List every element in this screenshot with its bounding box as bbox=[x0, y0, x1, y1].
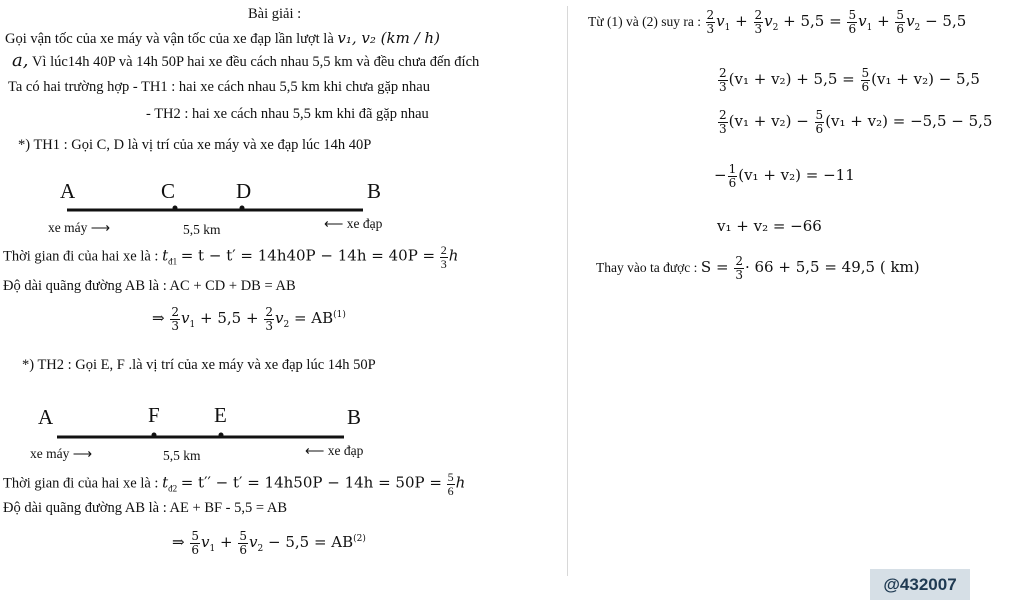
substitution-pre: S = bbox=[700, 258, 729, 277]
frac-den: 6 bbox=[815, 121, 824, 136]
motorbike-label: xe máy ⟶ bbox=[48, 220, 111, 235]
frac-num: 2 bbox=[440, 243, 447, 257]
row-mid: + 5,5 = bbox=[783, 12, 842, 31]
var-v: v bbox=[181, 309, 190, 328]
row-pre: − bbox=[714, 166, 727, 185]
frac-num: 2 bbox=[719, 66, 727, 80]
row-tail: (v₁ + v₂) = −5,5 − 5,5 bbox=[825, 112, 993, 131]
var-v: v bbox=[201, 533, 210, 552]
eq-mid: + bbox=[220, 533, 233, 552]
var-sub: 1 bbox=[189, 320, 196, 331]
frac-num: 2 bbox=[754, 8, 763, 22]
row-tail: (v₁ + v₂) − 5,5 bbox=[871, 70, 980, 89]
time-two-fraction bbox=[447, 471, 455, 497]
right-row-three bbox=[717, 109, 992, 135]
equation-two bbox=[172, 530, 366, 556]
cases-intro: Ta có hai trường hợp - TH1 : hai xe cách nhau 5,5 km khi chưa gặp nhau bbox=[8, 79, 430, 95]
time-two-line bbox=[3, 471, 465, 497]
row-tail: − 5,5 bbox=[925, 12, 967, 31]
watermark-badge: @432007 bbox=[870, 569, 970, 600]
row-mid: (v₁ + v₂) + 5,5 = bbox=[728, 70, 855, 89]
var-sub: 2 bbox=[257, 544, 264, 555]
distance-label: 5,5 km bbox=[163, 448, 201, 463]
frac-den: 3 bbox=[735, 267, 743, 282]
var-sub: 2 bbox=[283, 320, 290, 331]
length-two: Độ dài quãng đường AB là : AE + BF - 5,5 = AB bbox=[3, 500, 288, 516]
frac-den: 3 bbox=[706, 21, 715, 36]
point-a: A bbox=[38, 405, 54, 429]
frac-num: 5 bbox=[861, 66, 870, 80]
case-two: - TH2 : hai xe cách nhau 5,5 km khi đã gặp nhau bbox=[146, 106, 429, 122]
eq-label: (2) bbox=[353, 534, 366, 545]
eq-rhs: = AB bbox=[293, 309, 334, 328]
frac-num: 5 bbox=[896, 8, 905, 22]
var-v: v bbox=[249, 533, 258, 552]
right-row-four bbox=[714, 163, 855, 189]
column-divider bbox=[567, 6, 568, 576]
bicycle-label: ⟵ xe đạp bbox=[305, 443, 364, 458]
eq-mid: + 5,5 + bbox=[200, 309, 259, 328]
frac-den: 6 bbox=[728, 175, 737, 190]
point-b: B bbox=[367, 179, 382, 203]
part-a-text: Vì lúc14h 40P và 14h 50P hai xe đều cách nhau 5,5 km và đều chưa đến đích bbox=[31, 54, 480, 70]
from-label: Từ (1) và (2) suy ra : bbox=[588, 14, 702, 30]
eq-label: (1) bbox=[333, 310, 346, 321]
right-row-one: Từ (1) và (2) suy ra : $\frac{2}{3}$ $v_1$ + $\frac{2}{3}$ $v_2 + 5,5$ = $\frac{5}{6}$ $v_1$ + $\frac{5}{6}$ $v_2 - 5,5$ bbox=[588, 8, 967, 36]
th2-heading: *) TH2 : Gọi E, F .là vị trí của xe máy và xe đạp lúc 14h 50P bbox=[22, 357, 376, 373]
time-two-var: t bbox=[162, 473, 169, 492]
frac-num: 5 bbox=[848, 8, 857, 22]
point-d: D bbox=[236, 179, 252, 203]
var-v: v bbox=[274, 309, 284, 328]
intro-text: Gọi vận tốc của xe máy và vận tốc của xe đạp lần lượt là bbox=[5, 31, 334, 47]
frac-num: 2 bbox=[265, 305, 273, 319]
frac-den: 6 bbox=[861, 79, 870, 94]
frac-den: 3 bbox=[719, 79, 727, 94]
intro-vars: v₁, v₂ (km / h) bbox=[337, 29, 440, 47]
part-a-marker: a, bbox=[12, 50, 29, 71]
point-f: F bbox=[148, 403, 160, 427]
frac-num: 5 bbox=[447, 470, 454, 484]
substitution-post: · 66 + 5,5 = 49,5 ( km) bbox=[744, 258, 920, 277]
frac-den: 3 bbox=[265, 318, 273, 333]
frac-den: 3 bbox=[440, 256, 447, 271]
substitution-line bbox=[596, 255, 920, 281]
frac-den: 6 bbox=[848, 21, 857, 36]
frac-num: 5 bbox=[815, 108, 824, 122]
frac-den: 6 bbox=[239, 542, 247, 557]
frac-num: 1 bbox=[728, 162, 737, 176]
distance-label: 5,5 km bbox=[183, 222, 221, 237]
th1-heading: *) TH1 : Gọi C, D là vị trí của xe máy và xe đạp lúc 14h 40P bbox=[18, 137, 372, 153]
frac-num: 5 bbox=[191, 529, 199, 543]
frac-den: 6 bbox=[447, 483, 454, 498]
right-row-five: v₁ + v₂ = −66 bbox=[717, 217, 822, 235]
frac-num: 2 bbox=[735, 254, 743, 268]
time-two-unit: h bbox=[455, 473, 466, 492]
time-one-unit: h bbox=[448, 246, 459, 265]
bicycle-label: ⟵ xe đạp bbox=[324, 216, 383, 231]
frac-den: 6 bbox=[191, 542, 199, 557]
time-two-sub: đ2 bbox=[168, 483, 178, 494]
solution-title: Bài giải : bbox=[248, 6, 302, 22]
time-two-label: Thời gian đi của hai xe là : bbox=[3, 475, 159, 492]
point-a: A bbox=[60, 179, 76, 203]
point-e: E bbox=[214, 403, 227, 427]
substitution-label: Thay vào ta được : bbox=[596, 260, 698, 276]
length-one: Độ dài quãng đường AB là : AC + CD + DB = AB bbox=[3, 278, 296, 294]
implies-arrow: ⇒ bbox=[152, 309, 165, 328]
frac-den: 6 bbox=[896, 21, 905, 36]
frac-den: 3 bbox=[719, 121, 727, 136]
implies-arrow: ⇒ bbox=[172, 533, 185, 552]
point-b: B bbox=[347, 405, 362, 429]
time-two-rhs: = t′′ − t′ = 14h50P − 14h = 50P = bbox=[180, 473, 442, 492]
time-one-var: t bbox=[162, 246, 169, 265]
eq-rhs: − 5,5 = AB bbox=[268, 533, 354, 552]
frac-num: 5 bbox=[239, 529, 247, 543]
frac-num: 2 bbox=[719, 108, 727, 122]
row-mid: (v₁ + v₂) − bbox=[728, 112, 809, 131]
frac-num: 2 bbox=[706, 8, 715, 22]
time-one-label: Thời gian đi của hai xe là : bbox=[3, 248, 159, 265]
var-sub: 1 bbox=[209, 544, 216, 555]
frac-den: 3 bbox=[754, 21, 763, 36]
right-row-two bbox=[717, 67, 980, 93]
row-tail: (v₁ + v₂) = −11 bbox=[738, 166, 855, 185]
frac-num: 2 bbox=[171, 305, 179, 319]
time-one-rhs: = t − t′ = 14h40P − 14h = 40P = bbox=[180, 246, 436, 265]
time-one-sub: đ1 bbox=[168, 256, 178, 267]
frac-den: 3 bbox=[171, 318, 179, 333]
motorbike-label: xe máy ⟶ bbox=[30, 446, 93, 461]
point-c: C bbox=[161, 179, 176, 203]
